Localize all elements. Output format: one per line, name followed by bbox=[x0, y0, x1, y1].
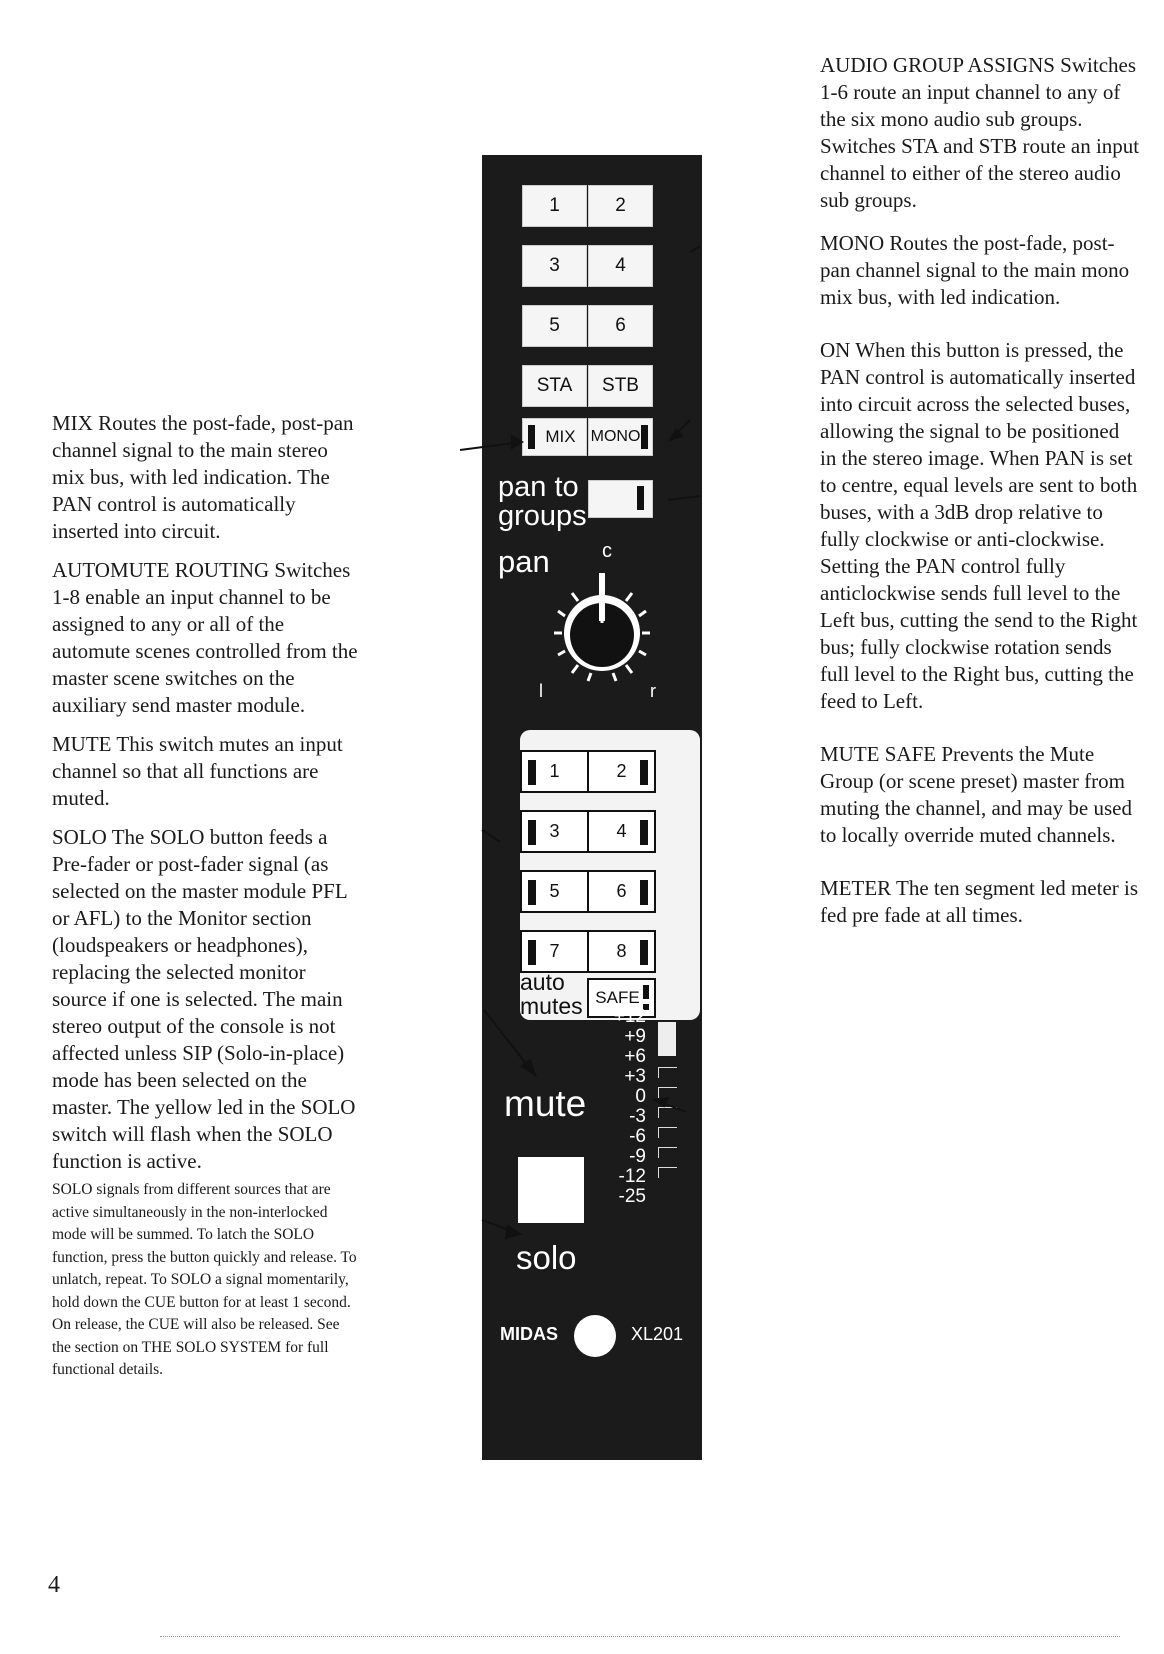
automute-8-label: 8 bbox=[616, 941, 627, 961]
pan-centre-label: c bbox=[602, 540, 612, 562]
mix-description: MIX Routes the post-fade, post-pan channel signal to the main stereo mix bus, with led indication. The PAN control is automatically inserted into circuit. bbox=[52, 411, 354, 543]
model-label: XL201 bbox=[631, 1324, 684, 1344]
meter-mark: -25 bbox=[618, 1186, 646, 1207]
brand-label: MIDAS bbox=[500, 1324, 558, 1344]
group-5-button[interactable]: 5 bbox=[522, 305, 587, 347]
group-2-button[interactable]: 2 bbox=[588, 185, 653, 227]
meter-mark: +3 bbox=[624, 1066, 646, 1087]
mix-label: MIX bbox=[545, 427, 576, 446]
footer-rule bbox=[160, 1636, 1120, 1637]
mute-label: mute bbox=[504, 1083, 587, 1124]
automute-6-label: 6 bbox=[616, 881, 627, 901]
group-1-button[interactable]: 1 bbox=[522, 185, 587, 227]
mute-description: MUTE This switch mutes an input channel so that all functions are muted. bbox=[52, 732, 343, 810]
meter-mark: +9 bbox=[624, 1026, 646, 1047]
automute-1-label: 1 bbox=[549, 761, 560, 781]
meter-mark: -9 bbox=[629, 1146, 646, 1167]
mute-safe-description: MUTE SAFE Prevents the Mute Group (or scene preset) master from muting the channel, and may be used to locally override muted channels. bbox=[820, 742, 1132, 847]
on-description: ON When this button is pressed, the PAN control is automatically inserted into circuit across the selected buses, allowing the signal to be positioned in the stereo image. When PAN is set to centre, equal levels are sent to both buses, with a 3dB drop relative to fully clockwise or anti-clockwise. Setting the PAN control fully anticlockwise sends full level to the Left bus, cutting the send to the Right bus; fully clockwise rotation sends full level to the Right bus, cutting the feed to Left. bbox=[820, 338, 1138, 713]
solo-label: solo bbox=[516, 1239, 577, 1276]
group-6-button[interactable]: 6 bbox=[588, 305, 653, 347]
automute-description: AUTOMUTE ROUTING Switches 1-8 enable an input channel to be assigned to any or all of the automute scenes controlled from the master scene switches on the auxiliary send master module. bbox=[52, 558, 358, 717]
meter-description: METER The ten segment led meter is fed pre fade at all times. bbox=[820, 876, 1139, 927]
mono-label: MONO bbox=[590, 428, 641, 445]
meter-mark: 0 bbox=[635, 1086, 646, 1107]
audio-group-description: AUDIO GROUP ASSIGNS Switches 1-6 route an input channel to any of the six mono audio sub groups. Switches STA and STB route an input channel to either of the stereo audio sub groups. bbox=[820, 53, 1140, 212]
automute-3-label: 3 bbox=[549, 821, 560, 841]
automute-5-label: 5 bbox=[549, 881, 560, 901]
group-4-button[interactable]: 4 bbox=[588, 245, 653, 287]
meter-mark: -3 bbox=[629, 1106, 646, 1127]
pan-to-groups-label: pan to groups bbox=[498, 471, 587, 532]
sta-button[interactable]: STA bbox=[522, 365, 587, 407]
meter-mark: -12 bbox=[618, 1166, 646, 1187]
page-number: 4 bbox=[48, 1572, 60, 1598]
safe-label: SAFE bbox=[595, 988, 640, 1007]
meter-mark: +6 bbox=[624, 1046, 646, 1067]
solo-note: SOLO signals from different sources that are active simultaneously in the non-interlocked mode will be summed. To latch the SOLO function, press the button quickly and release. To unlatch, repeat. To SOLO a signal momentarily, hold down the CUE button for at least 1 second. On release, the CUE will also be released. See the section on THE SOLO SYSTEM for full functional details. bbox=[52, 1181, 357, 1378]
pan-label: pan bbox=[498, 544, 550, 579]
mono-description: MONO Routes the post-fade, post-pan channel signal to the main mono mix bus, with led indication. bbox=[820, 231, 1130, 309]
stb-button[interactable]: STB bbox=[588, 365, 653, 407]
solo-description: SOLO The SOLO button feeds a Pre-fader or post-fader signal (as selected on the master module PFL or AFL) to the Monitor section (loudspeakers or headphones), replacing the selected monitor source if one is selected. The main stereo output of the console is not affected unless SIP (Solo-in-place) mode has been selected on the master. The yellow led in the SOLO switch will flash when the SOLO function is active. bbox=[52, 825, 356, 1173]
meter-mark: -6 bbox=[629, 1126, 646, 1147]
pan-left-label: l bbox=[539, 681, 543, 701]
meter-mark: +12 bbox=[613, 1006, 646, 1027]
automute-4-label: 4 bbox=[616, 821, 627, 841]
automute-7-label: 7 bbox=[549, 941, 560, 961]
pan-right-label: r bbox=[650, 681, 656, 701]
group-3-button[interactable]: 3 bbox=[522, 245, 587, 287]
automute-2-label: 2 bbox=[616, 761, 627, 781]
auto-mutes-label: auto mutes bbox=[520, 969, 583, 1019]
